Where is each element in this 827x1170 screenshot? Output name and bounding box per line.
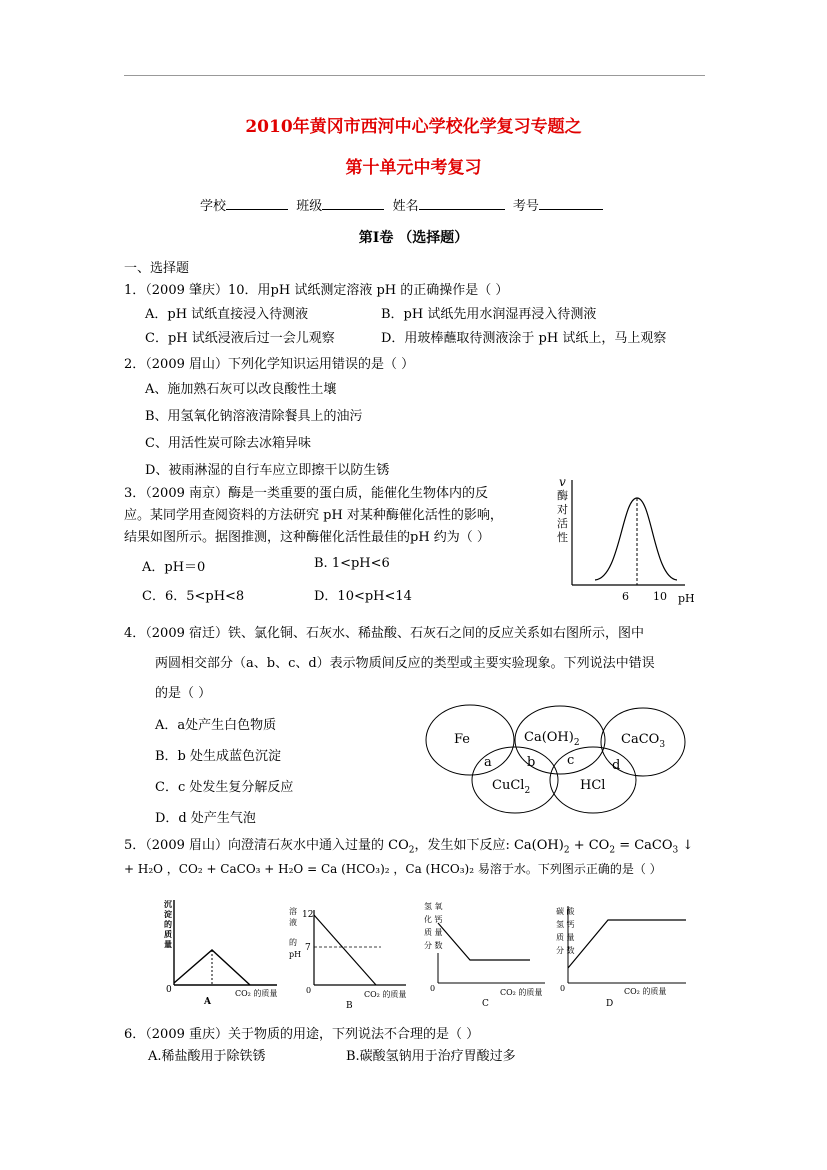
q3-option-c: C．6．5<pH<8 [142, 589, 245, 604]
class-label: 班级 [296, 199, 323, 214]
graph-c-line [438, 923, 530, 960]
label-a: a [484, 755, 492, 770]
q3-option-a: A．pH＝0 [142, 560, 206, 575]
svg-text:pH: pH [289, 950, 302, 959]
q2-stem: 2．（2009 眉山）下列化学知识运用错误的是（ ） [124, 357, 415, 372]
svg-text:液: 液 [289, 918, 297, 927]
graph-d [556, 898, 691, 1008]
svg-text:氢 钙: 氢 钙 [556, 920, 575, 929]
q1-option-b: B．pH 试纸先用水润湿再浸入待测液 [381, 307, 597, 322]
svg-text:CO₂ 的质量: CO₂ 的质量 [364, 990, 407, 999]
chart-y-char3: 活 [557, 517, 568, 530]
q4-option-c: C．c 处发生复分解反应 [155, 780, 294, 795]
q2-option-c: C、用活性炭可除去冰箱异味 [145, 436, 311, 451]
q1-option-d: D．用玻棒蘸取待测液涂于 pH 试纸上，马上观察 [381, 331, 667, 346]
info-fields [200, 195, 603, 214]
svg-text:0: 0 [166, 985, 172, 995]
svg-text:的: 的 [164, 919, 172, 929]
svg-text:溶: 溶 [289, 907, 297, 916]
reaction-circles-diagram [420, 700, 700, 820]
doc-title-line2: 第十单元中考复习 [345, 158, 482, 178]
graph-a [162, 895, 282, 1010]
q4-line2: 两圆相交部分（a、b、c、d）表示物质间反应的类型或主要实验现象。下列说法中错误 [155, 656, 655, 671]
doc-title-line1: 2010年黄冈市西河中心学校化学复习专题之 [245, 117, 582, 137]
svg-text:化 钙: 化 钙 [424, 915, 443, 924]
q3-option-d: D．10<pH<14 [314, 589, 412, 604]
svg-text:量: 量 [164, 939, 172, 949]
q4-option-b: B．b 处生成蓝色沉淀 [155, 749, 282, 764]
svg-text:质 量: 质 量 [424, 928, 443, 937]
chart-bell-curve [595, 498, 677, 580]
graph-c [420, 898, 550, 1008]
enzyme-activity-chart [550, 470, 710, 610]
q4-line3: 的是（ ） [155, 686, 212, 701]
name-blank[interactable] [419, 209, 505, 210]
graph-a-ylabel-1: 沉 [164, 899, 172, 909]
school-blank[interactable] [226, 209, 288, 210]
label-b: b [527, 755, 536, 770]
svg-text:12: 12 [302, 910, 314, 920]
label-caoh2: $Ca(OH)_2$ [524, 730, 580, 748]
label-hcl: HCl [580, 778, 606, 793]
number-label: 考号 [512, 199, 539, 214]
q6-option-a: A.稀盐酸用于除铁锈 [148, 1049, 266, 1064]
q4-option-a: A．a处产生白色物质 [155, 718, 277, 733]
q1-stem: 1．（2009 肇庆）10．用pH 试纸测定溶液 pH 的正确操作是（ ） [124, 283, 509, 298]
q2-option-a: A、施加熟石灰可以改良酸性土壤 [145, 382, 337, 397]
chart-y-char1: 酶 [557, 489, 568, 502]
q1-option-a: A．pH 试纸直接浸入待测液 [145, 307, 309, 322]
part-label: 一、选择题 [124, 261, 190, 276]
svg-text:的: 的 [289, 938, 297, 947]
q6-stem: 6．（2009 重庆）关于物质的用途，下列说法不合理的是（ ） [124, 1027, 480, 1042]
chart-tick-10: 10 [653, 590, 667, 603]
section-title: 第Ⅰ卷 （选择题） [358, 230, 469, 246]
chart-y-char2: 对 [557, 503, 568, 516]
chart-v-label: v [559, 475, 566, 489]
svg-text:CO₂ 的质量: CO₂ 的质量 [235, 989, 278, 998]
label-d: d [612, 758, 621, 773]
svg-text:淀: 淀 [164, 909, 172, 919]
q4-line1: 4．（2009 宿迁）铁、氯化铜、石灰水、稀盐酸、石灰石之间的反应关系如右图所示，图中 [124, 626, 644, 641]
label-c: c [567, 753, 575, 768]
svg-text:B: B [346, 1001, 353, 1010]
label-fe: Fe [454, 732, 471, 747]
svg-text:质 量: 质 量 [556, 933, 575, 942]
svg-text:分 数: 分 数 [556, 946, 575, 955]
label-cucl2: CuCl$_2$ [492, 778, 531, 796]
q6-option-b: B.碳酸氢钠用于治疗胃酸过多 [346, 1049, 516, 1064]
q5-line2: + H₂O ，CO₂ + CaCO₃ + H₂O = Ca (HCO₃)₂ ，Ca (HCO₃)₂ 易溶于水。下列图示正确的是（ ） [124, 862, 662, 876]
q1-option-c: C．pH 试纸浸液后过一会儿观察 [145, 331, 335, 346]
svg-text:分 数: 分 数 [424, 941, 443, 950]
svg-text:碳 酸: 碳 酸 [556, 907, 575, 916]
name-label: 姓名 [392, 199, 419, 214]
graph-d-line [568, 920, 686, 968]
q3-line2: 应。某同学用查阅资料的方法研究 pH 对某种酶催化活性的影响， [124, 508, 503, 523]
svg-text:C: C [482, 999, 489, 1008]
label-caco3: CaCO$_3$ [621, 732, 666, 750]
svg-text:0: 0 [430, 984, 436, 993]
chart-y-char4: 性 [557, 531, 568, 544]
q2-option-d: D、被雨淋湿的自行车应立即擦干以防生锈 [145, 463, 390, 478]
chart-x-label: pH [678, 592, 695, 605]
svg-text:0: 0 [306, 986, 312, 995]
graph-b [286, 905, 411, 1010]
q3-line1: 3．（2009 南京）酶是一类重要的蛋白质，能催化生物体内的反 [124, 486, 488, 501]
q5-line1: 5．（2009 眉山）向澄清石灰水中通入过量的 $CO_2$，发生如下反应: $Ca(OH)_2 + CO_2$ = CaCO$_3$ ↓ [124, 838, 694, 856]
svg-text:D: D [606, 999, 614, 1008]
class-blank[interactable] [322, 209, 384, 210]
svg-text:氢 氧: 氢 氧 [424, 902, 443, 911]
q3-line3: 结果如图所示。据图推测，这种酶催化活性最佳的pH 约为（ ） [124, 530, 490, 545]
number-blank[interactable] [539, 209, 603, 210]
svg-text:CO₂ 的质量: CO₂ 的质量 [500, 988, 543, 997]
svg-text:质: 质 [164, 929, 172, 939]
school-label: 学校 [200, 199, 227, 214]
graph-b-line [314, 915, 376, 985]
graph-a-tag: A [204, 997, 211, 1007]
svg-text:0: 0 [560, 984, 566, 993]
svg-text:7: 7 [305, 943, 311, 953]
q3-option-b: B. 1<pH<6 [314, 556, 390, 571]
header-rule [124, 75, 705, 76]
q2-option-b: B、用氢氧化钠溶液清除餐具上的油污 [145, 409, 363, 424]
svg-text:CO₂ 的质量: CO₂ 的质量 [624, 987, 667, 996]
q4-option-d: D．d 处产生气泡 [155, 811, 256, 826]
chart-tick-6: 6 [622, 590, 629, 603]
